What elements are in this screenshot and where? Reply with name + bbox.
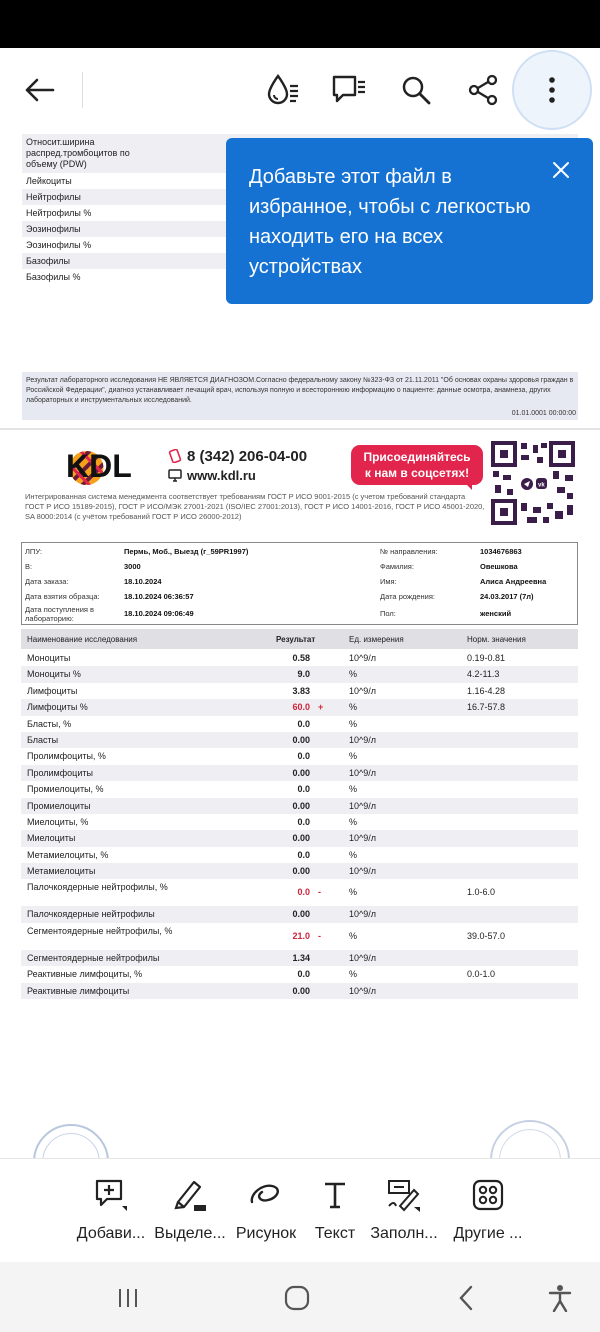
more-button[interactable] [512, 50, 592, 130]
result-unit: 10^9/л [349, 952, 376, 963]
kdl-logo-text: KDL [66, 448, 132, 484]
result-unit: 10^9/л [349, 767, 376, 778]
table-row [21, 966, 578, 982]
table-row [21, 781, 578, 797]
table-row [21, 906, 578, 922]
result-value: 9.0 [297, 669, 310, 680]
name-value: Алиса Андреевна [480, 577, 547, 586]
result-norm: 0.19-0.81 [467, 653, 506, 663]
sex-value: женский [480, 609, 512, 618]
lpu-label: ЛПУ: [25, 547, 42, 556]
text-icon [321, 1180, 349, 1210]
fill-sign-icon [386, 1178, 422, 1212]
table-row [21, 798, 578, 814]
result-value: 3.83 [292, 685, 310, 696]
search-button[interactable] [394, 68, 438, 112]
result-flag: - [318, 887, 321, 898]
results-header [21, 629, 578, 649]
result-unit: 10^9/л [349, 833, 376, 844]
tool-label: Другие ... [453, 1225, 523, 1242]
result-name: Бласты [27, 734, 59, 745]
fill-sign-tool[interactable] [364, 1177, 444, 1243]
lpu-value: Пермь, Моб., Выезд (г_59PR1997) [124, 547, 249, 556]
surname-label: Фамилия: [380, 562, 414, 571]
result-unit: 10^9/л [349, 653, 376, 663]
table-row [21, 683, 578, 699]
result-value: 0.0 [297, 849, 310, 860]
result-unit: % [349, 849, 358, 860]
stamp-icon [33, 1124, 109, 1158]
result-unit: 10^9/л [349, 909, 376, 920]
search-icon [401, 75, 431, 105]
result-value: 0.00 [292, 985, 310, 996]
table-row [21, 732, 578, 748]
result-value: 1.34 [292, 952, 310, 963]
disclaimer: Результат лабораторного исследования НЕ ЯВЛЯЕТСЯ ДИАГНОЗОМ.Согласно федеральному закону №323-ФЗ от 21.11.2011 "Об основах охраны здоровья граждан в Российской Федерации", диагноз устанавливает лечащий врач, используя полную и всестороннюю информацию о пациенте: данные осмотра, анамнеза, других лабораторных и инструментальных исследований. 01.01.0001 00:00:00 [22, 372, 578, 420]
result-name: Миелоциты, % [27, 816, 89, 827]
table-row: Эозинофилы % [26, 239, 92, 250]
table-row [21, 923, 578, 950]
social-badge: Присоединяйтесь к нам в соцсетях! [351, 445, 483, 485]
app-toolbar [0, 48, 600, 132]
result-unit: 10^9/л [349, 800, 376, 811]
result-norm: 1.16-4.28 [467, 685, 506, 696]
result-name: Моноциты [27, 653, 71, 663]
table-row [21, 950, 578, 966]
result-value: 0.58 [292, 653, 310, 663]
patient-info [21, 542, 578, 625]
result-name: Реактивные лимфоциты [27, 985, 130, 996]
result-name: Бласты, % [27, 718, 72, 729]
tool-label: Добави... [76, 1225, 146, 1242]
order-date-label: Дата заказа: [25, 577, 69, 586]
table-row [21, 847, 578, 863]
result-value: 0.0 [297, 718, 310, 729]
v-value: 3000 [124, 562, 141, 571]
result-norm: 1.0-6.0 [467, 887, 496, 898]
home-button[interactable] [277, 1282, 317, 1314]
result-flag: + [318, 702, 324, 713]
result-name: Палочкоядерные нейтрофилы [27, 909, 155, 920]
tooltip-text: Добавьте этот файл в избранное, чтобы с легкостью находить его на всех устройствах [249, 166, 531, 278]
result-value: 0.00 [292, 767, 310, 778]
ink-drop-icon [265, 73, 301, 107]
result-unit: 10^9/л [349, 734, 376, 745]
order-date-value: 18.10.2024 [124, 577, 162, 586]
result-name: Моноциты % [27, 669, 81, 680]
col-norm: Норм. значения [467, 635, 526, 644]
share-button[interactable] [461, 68, 505, 112]
result-value: 0.0 [297, 816, 310, 827]
result-name: Лимфоциты % [27, 702, 88, 713]
col-name: Наименование исследования [27, 635, 138, 644]
table-row [21, 863, 578, 879]
result-unit: % [349, 930, 358, 941]
result-name: Промиелоциты, % [27, 784, 104, 795]
highlight-icon [172, 1178, 208, 1212]
table-row [21, 765, 578, 781]
direction-label: № направления: [380, 547, 438, 556]
toolbar-divider [82, 72, 83, 108]
result-name: Метамиелоциты [27, 866, 96, 877]
surname-value: Овешкова [480, 562, 518, 571]
result-value: 21.0 [292, 930, 310, 941]
table-row [21, 699, 578, 715]
ink-button[interactable] [261, 68, 305, 112]
table-row: Эозинофилы [22, 221, 578, 237]
name-label: Имя: [380, 577, 397, 586]
more-tools-icon [472, 1179, 504, 1211]
col-unit: Ед. измерения [349, 635, 404, 644]
status-bar [0, 0, 600, 48]
svg-text:vk: vk [538, 482, 545, 489]
result-unit: % [349, 718, 358, 729]
home-icon [284, 1285, 310, 1311]
result-norm: 0.0-1.0 [467, 969, 496, 980]
result-unit: % [349, 702, 358, 713]
tool-label: Текст [314, 1225, 356, 1242]
table-row: Базофилы % [26, 271, 81, 282]
share-icon [467, 74, 499, 106]
add-comment-icon [94, 1178, 128, 1212]
sample-date-value: 18.10.2024 06:36:57 [124, 592, 194, 601]
result-unit: 10^9/л [349, 985, 376, 996]
monitor-icon [168, 468, 182, 482]
table-row: Лейкоциты [26, 175, 72, 186]
result-value: 0.0 [297, 751, 310, 762]
result-value: 0.00 [292, 800, 310, 811]
qr-code-icon [491, 441, 575, 525]
phone-icon [168, 449, 182, 463]
v-label: В: [25, 562, 33, 571]
result-unit: % [349, 887, 358, 898]
tool-label: Выделе... [154, 1225, 226, 1242]
table-row [21, 830, 578, 846]
draw-tool[interactable] [226, 1177, 306, 1243]
nav-back-button[interactable] [446, 1282, 486, 1314]
draw-icon [248, 1180, 284, 1210]
table-row [21, 814, 578, 830]
iso-certification: Интегрированная система менеджмента соответствует требованиям ГОСТ Р ИСО 9001-2015 (с учетом требований стандарта ГОСТ Р ИСО 15189-2015), ГОСТ Р ИСО/МЭК 27001-2021 (ISO/IEC 27001:2013), ГОСТ Р ИСО 14001-2016, ГОСТ Р ИСО 45001-2020, SA 8000:2014 (с учётом требований ГОСТ Р ИСО 26000-2012) [25, 492, 485, 521]
highlight-tool[interactable] [150, 1177, 230, 1243]
table-row: Относит.ширина распред.тромбоцитов по объему (PDW) [22, 134, 578, 173]
result-name: Миелоциты [27, 833, 76, 844]
result-value: 0.00 [292, 866, 310, 877]
result-name: Лимфоциты [27, 685, 78, 696]
birth-value: 24.03.2017 (7л) [480, 592, 534, 601]
more-vertical-icon [548, 76, 556, 104]
result-name: Сегментоядерные нейтрофилы, % [27, 925, 173, 936]
result-unit: % [349, 784, 358, 795]
close-icon[interactable] [549, 158, 573, 182]
result-norm: 39.0-57.0 [467, 930, 506, 941]
result-name: Реактивные лимфоциты, % [27, 969, 143, 980]
sex-label: Пол: [380, 609, 396, 618]
result-value: 0.00 [292, 833, 310, 844]
result-norm: 16.7-57.8 [467, 702, 506, 713]
disclaimer-date: 01.01.0001 00:00:00 [511, 410, 576, 417]
result-value: 0.0 [297, 784, 310, 795]
arrow-left-icon [25, 78, 55, 102]
table-row: Нейтрофилы % [26, 207, 92, 218]
bottom-tool-bar [0, 1158, 600, 1262]
result-name: Промиелоциты [27, 800, 91, 811]
result-unit: % [349, 969, 358, 980]
lab-date-label: Дата поступления в лабораторию: [25, 605, 95, 623]
result-flag: - [318, 930, 321, 941]
result-unit: % [349, 751, 358, 762]
accessibility-icon [548, 1284, 572, 1312]
page-separator [0, 428, 600, 430]
accessibility-button[interactable] [540, 1282, 580, 1314]
birth-label: Дата рождения: [380, 592, 435, 601]
sample-date-label: Дата взятия образца: [25, 592, 100, 601]
col-result: Результат [276, 635, 316, 644]
recents-icon [116, 1286, 140, 1310]
result-unit: 10^9/л [349, 685, 376, 696]
table-row [21, 716, 578, 732]
result-value: 0.0 [297, 887, 310, 898]
result-norm: 4.2-11.3 [467, 669, 500, 680]
result-name: Пролимфоциты [27, 767, 93, 778]
website-link[interactable]: www.kdl.ru [168, 468, 256, 483]
table-row [21, 879, 578, 906]
favorites-tooltip [226, 138, 593, 304]
result-unit: 10^9/л [349, 866, 376, 877]
comment-icon [331, 74, 367, 106]
result-unit: % [349, 816, 358, 827]
comment-button[interactable] [327, 68, 371, 112]
recents-button[interactable] [108, 1282, 148, 1314]
result-value: 0.0 [297, 969, 310, 980]
table-row [21, 983, 578, 999]
result-name: Сегментоядерные нейтрофилы [27, 952, 160, 963]
result-name: Метамиелоциты, % [27, 849, 109, 860]
tool-label: Заполн... [370, 1225, 438, 1242]
more-tools[interactable] [448, 1177, 528, 1243]
result-value: 0.00 [292, 734, 310, 745]
result-value: 0.00 [292, 909, 310, 920]
result-name: Пролимфоциты, % [27, 751, 106, 762]
result-value: 60.0 [292, 702, 310, 713]
direction-value: 1034676863 [480, 547, 522, 556]
add-comment-tool[interactable] [71, 1177, 151, 1243]
result-name: Палочкоядерные нейтрофилы, % [27, 882, 168, 893]
phone-link[interactable]: 8 (342) 206-04-00 [168, 448, 307, 465]
result-unit: % [349, 669, 358, 680]
tool-label: Рисунок [235, 1225, 297, 1242]
text-tool[interactable] [295, 1177, 375, 1243]
table-row [21, 666, 578, 682]
system-nav-bar [0, 1262, 600, 1332]
nav-back-icon [458, 1285, 474, 1311]
social-badge-tail [462, 480, 472, 490]
table-row: Базофилы [22, 253, 578, 269]
table-row [21, 748, 578, 764]
back-button[interactable] [18, 68, 62, 112]
table-row [21, 650, 578, 666]
lab-date-value: 18.10.2024 09:06:49 [124, 609, 194, 618]
signature-stamp-icon [490, 1120, 570, 1158]
table-row: Нейтрофилы [22, 189, 578, 205]
results-table [21, 650, 578, 999]
